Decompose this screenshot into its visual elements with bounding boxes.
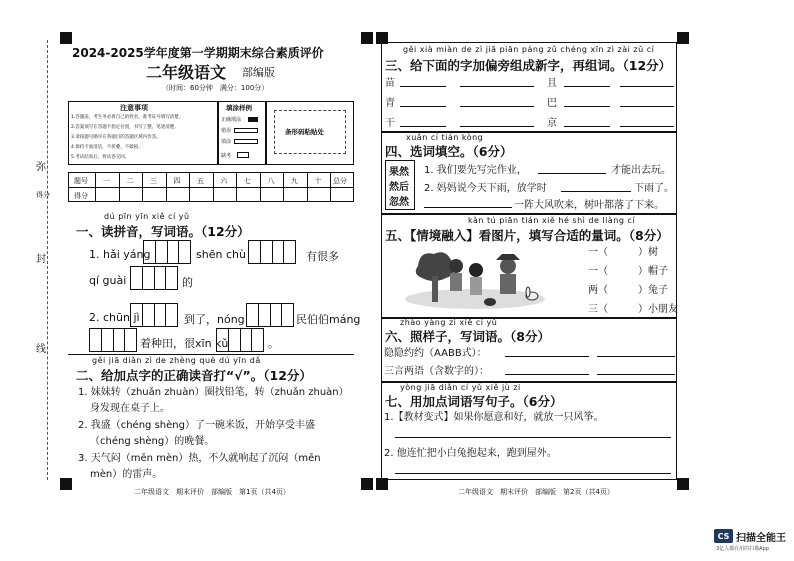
measure-word-noun: ）小朋友 xyxy=(638,304,678,315)
q2-line: 3. 天气闷（mēn mèn）热，不久就响起了沉闷（mēn xyxy=(78,453,321,464)
registration-mark xyxy=(361,478,373,490)
instruction-line: 5.考试结束后，将试卷交回。 xyxy=(71,155,130,160)
q1-text: 有很多 xyxy=(306,250,339,263)
q3-char: 京 xyxy=(547,118,557,129)
measure-word-noun: ）树 xyxy=(638,247,658,258)
q2-line: mèn）的雷声。 xyxy=(90,469,163,480)
footer-left: 二年级语文 期末评价 部编版 第1页（共4页） xyxy=(134,488,290,496)
instruction-line: 2.答案须写在答题卡指定位置，书写工整、笔迹清楚。 xyxy=(71,125,179,130)
fill-sample-row: 错误 xyxy=(221,128,232,134)
answer-grid[interactable] xyxy=(89,328,137,352)
q7-pinyin: yòng jiā diǎn cí yǔ xiě jù zi xyxy=(400,383,521,392)
registration-mark xyxy=(60,478,72,490)
q7-line: 2. 他连忙把小白兔抱起来，跑到屋外。 xyxy=(384,448,557,459)
q3-char: 巴 xyxy=(547,98,557,109)
score-table-col-divider xyxy=(213,172,214,202)
measure-word-num: 一 xyxy=(588,247,598,258)
watermark-name: 扫描全能王 xyxy=(736,533,786,544)
instruction-line: 3.请按题号顺序在各题目的答题区域内作答。 xyxy=(71,135,161,140)
q2-line: 身发现在桌子上。 xyxy=(90,403,170,414)
blank-line[interactable] xyxy=(505,374,589,375)
seal-label: 线 xyxy=(36,344,46,355)
score-table-col-divider xyxy=(283,172,284,202)
wrong-mark xyxy=(234,128,258,133)
q6-line: 隐隐约约（AABB式）： xyxy=(384,348,487,359)
q1-title: 一、读拼音，写词语。（12分） xyxy=(76,224,250,239)
q5-title: 五、【情境融入】看图片，填写合适的量词。（8分） xyxy=(385,228,669,243)
q3-char: 且 xyxy=(547,78,557,89)
time-info: （时间：60分钟 满分：100分） xyxy=(162,84,269,92)
q6-title: 六、照样子，写词语。（8分） xyxy=(385,329,550,344)
q1-text: 民伯伯máng xyxy=(296,313,361,326)
instruction-line: 1.答题前，考生务必将自己的姓名、准考证号填写清楚。 xyxy=(71,115,184,120)
q5-pinyin: kàn tú piān tián xiě hé shì de liàng cí xyxy=(468,216,636,225)
q4-sentence: 1. 我们要先写完作业， xyxy=(424,165,527,176)
fill-sample-row: 填涂 xyxy=(221,139,232,145)
missing-box xyxy=(237,152,249,158)
blank-line[interactable] xyxy=(400,106,446,107)
score-table-col-divider xyxy=(236,172,237,202)
q4-sentence: 2. 妈妈说今天下雨，放学时 xyxy=(424,183,547,194)
q4-pinyin: xuǎn cí tián kòng xyxy=(406,133,484,142)
q3-char: 青 xyxy=(385,98,395,109)
score-col-header: 七 xyxy=(244,177,251,185)
blank-line[interactable] xyxy=(400,126,446,127)
measure-word-paren[interactable]: （ xyxy=(598,266,608,277)
illustration-children-tree xyxy=(400,244,550,310)
blank-line[interactable] xyxy=(538,173,606,174)
q3-char: 干 xyxy=(385,118,395,129)
measure-word-noun: ）兔子 xyxy=(638,285,668,296)
score-col-header: 一 xyxy=(103,177,110,185)
score-table-col-divider xyxy=(260,172,261,202)
filled-mark xyxy=(248,117,258,122)
footer-right: 二年级语文 期末评价 部编版 第2页（共4页） xyxy=(458,488,614,496)
q4-sentence: 一阵大风吹来，树叶都落了下来。 xyxy=(514,200,664,211)
q1-text: 到了，nóng xyxy=(184,313,245,326)
score-col-header: 四 xyxy=(173,177,181,185)
q3-pinyin: gěi xià miàn de zì jiā piān páng zǔ chéng xīn zì zài zǔ cí xyxy=(403,45,655,54)
score-table-col-divider xyxy=(307,172,308,202)
blank-line[interactable] xyxy=(505,356,589,357)
measure-word-num: 两 xyxy=(588,285,598,296)
score-table-col-divider xyxy=(119,172,120,202)
exam-title: 2024-2025学年度第一学期期末综合素质评价 xyxy=(72,46,324,60)
side-score-label: 得分 xyxy=(36,191,50,199)
q2-line: 2. 我盛（chéng shèng）了一碗米饭，开始享受丰盛 xyxy=(78,420,315,431)
answer-grid[interactable] xyxy=(246,303,294,327)
blank-line[interactable] xyxy=(561,191,631,192)
blank-line[interactable] xyxy=(620,86,674,87)
measure-word-paren[interactable]: （ xyxy=(598,304,608,315)
q6-line: 三言两语（含数字的）： xyxy=(384,366,489,377)
score-col-header: 九 xyxy=(291,177,298,185)
q4-sentence: 下雨了。 xyxy=(634,183,674,194)
answer-grid[interactable] xyxy=(216,328,264,352)
score-col-header: 二 xyxy=(126,177,134,185)
blank-line[interactable] xyxy=(400,86,446,87)
q1-pinyin: dú pīn yīn xiě cí yǔ xyxy=(104,212,190,221)
registration-mark xyxy=(361,32,373,44)
blank-line[interactable] xyxy=(620,106,674,107)
fill-sample-title: 填涂样例 xyxy=(226,104,252,112)
answer-grid[interactable] xyxy=(130,303,178,327)
q1-text: shēn chù xyxy=(196,248,246,261)
measure-word-paren[interactable]: （ xyxy=(598,247,608,258)
score-row-label: 得分 xyxy=(74,192,88,200)
q2-title: 二、给加点字的正确读音打“√”。（12分） xyxy=(76,368,312,383)
score-col-header: 三 xyxy=(150,177,157,185)
q1-text: 1. hǎi yáng xyxy=(89,248,151,261)
blank-line[interactable] xyxy=(564,86,610,87)
answer-grid[interactable] xyxy=(248,240,296,264)
registration-mark xyxy=(60,32,72,44)
fill-sample-row: 正确填涂 xyxy=(221,117,242,123)
measure-word-num: 一 xyxy=(588,266,598,277)
q4-title: 四、选词填空。（6分） xyxy=(385,144,513,159)
score-table-divider xyxy=(68,187,354,188)
score-col-header: 五 xyxy=(197,177,204,185)
seal-label: 封 xyxy=(36,254,46,265)
q1-text: 着种田，很xīn kǔ xyxy=(140,337,229,350)
answer-grid[interactable] xyxy=(143,240,191,264)
measure-word-num: 三 xyxy=(588,304,598,315)
q7-line: 1.【教材变式】如果你愿意和好，就放一只风筝。 xyxy=(384,412,604,423)
q3-title: 三、给下面的字加偏旁组成新字，再组词。（12分） xyxy=(385,58,672,73)
instructions-title: 注意事项 xyxy=(120,104,148,112)
page-subject: 二年级语文 xyxy=(146,63,227,82)
registration-mark xyxy=(677,32,689,44)
score-col-header: 八 xyxy=(267,177,275,185)
score-row-label: 题号 xyxy=(74,177,88,185)
measure-word-paren[interactable]: （ xyxy=(598,285,608,296)
blank-line[interactable] xyxy=(597,356,675,357)
q7-title: 七、用加点词语写句子。（6分） xyxy=(385,394,563,409)
blank-line[interactable] xyxy=(395,473,671,474)
q4-sentence: 才能出去玩。 xyxy=(611,165,671,176)
seal-line xyxy=(47,40,48,480)
section-divider xyxy=(68,354,354,355)
blank-line[interactable] xyxy=(460,86,534,87)
score-table-col-divider xyxy=(189,172,190,202)
score-col-header: 十 xyxy=(314,177,322,185)
measure-word-noun: ）帽子 xyxy=(638,266,668,277)
blank-line[interactable] xyxy=(460,126,534,127)
blank-line[interactable] xyxy=(564,106,610,107)
score-table-col-divider xyxy=(142,172,143,202)
word-bank-item: 然后 xyxy=(389,182,409,193)
score-col-header: 总分 xyxy=(333,177,347,185)
word-bank-item: 忽然 xyxy=(389,197,409,208)
answer-grid[interactable] xyxy=(130,266,178,290)
blank-line[interactable] xyxy=(564,126,610,127)
q1-text: 2. chūn jì xyxy=(89,311,140,324)
q1-text: qí guài xyxy=(89,274,127,287)
page-edition: 部编版 xyxy=(242,66,275,79)
wrong-mark xyxy=(234,139,258,144)
registration-mark xyxy=(677,478,689,490)
camscanner-logo: CS xyxy=(714,529,733,543)
score-table-col-divider xyxy=(166,172,167,202)
q3-char: 苗 xyxy=(385,78,395,89)
q2-line: 1. 妹妹转（zhuǎn zhuàn）圈找铅笔，转（zhuǎn zhuàn） xyxy=(78,387,349,398)
barcode-label: 条形码粘贴处 xyxy=(285,128,324,136)
q1-text: 的 xyxy=(182,276,193,289)
blank-line[interactable] xyxy=(620,126,674,127)
score-table-col-divider xyxy=(95,172,96,202)
q1-text: 。 xyxy=(268,337,279,350)
q2-line: （chéng shèng）的晚餐。 xyxy=(90,436,215,447)
blank-line[interactable] xyxy=(460,106,534,107)
blank-line[interactable] xyxy=(597,374,675,375)
word-bank-item: 果然 xyxy=(389,167,409,178)
missing-label: 缺考 xyxy=(221,153,232,159)
blank-line[interactable] xyxy=(395,437,671,438)
score-col-header: 六 xyxy=(220,177,228,185)
score-table-col-divider xyxy=(330,172,331,202)
watermark-sub: 3亿人都在用的扫描App xyxy=(716,546,769,552)
instruction-line: 4.保持卡面清洁，不折叠、不破损。 xyxy=(71,145,143,150)
q2-pinyin: gěi jiā diǎn zì de zhèng què dú yīn dǎ xyxy=(92,356,261,365)
blank-line[interactable] xyxy=(424,207,512,208)
seal-label: 弥 xyxy=(36,162,46,173)
q6-pinyin: zhào yàng zi xiě cí yǔ xyxy=(400,318,498,327)
